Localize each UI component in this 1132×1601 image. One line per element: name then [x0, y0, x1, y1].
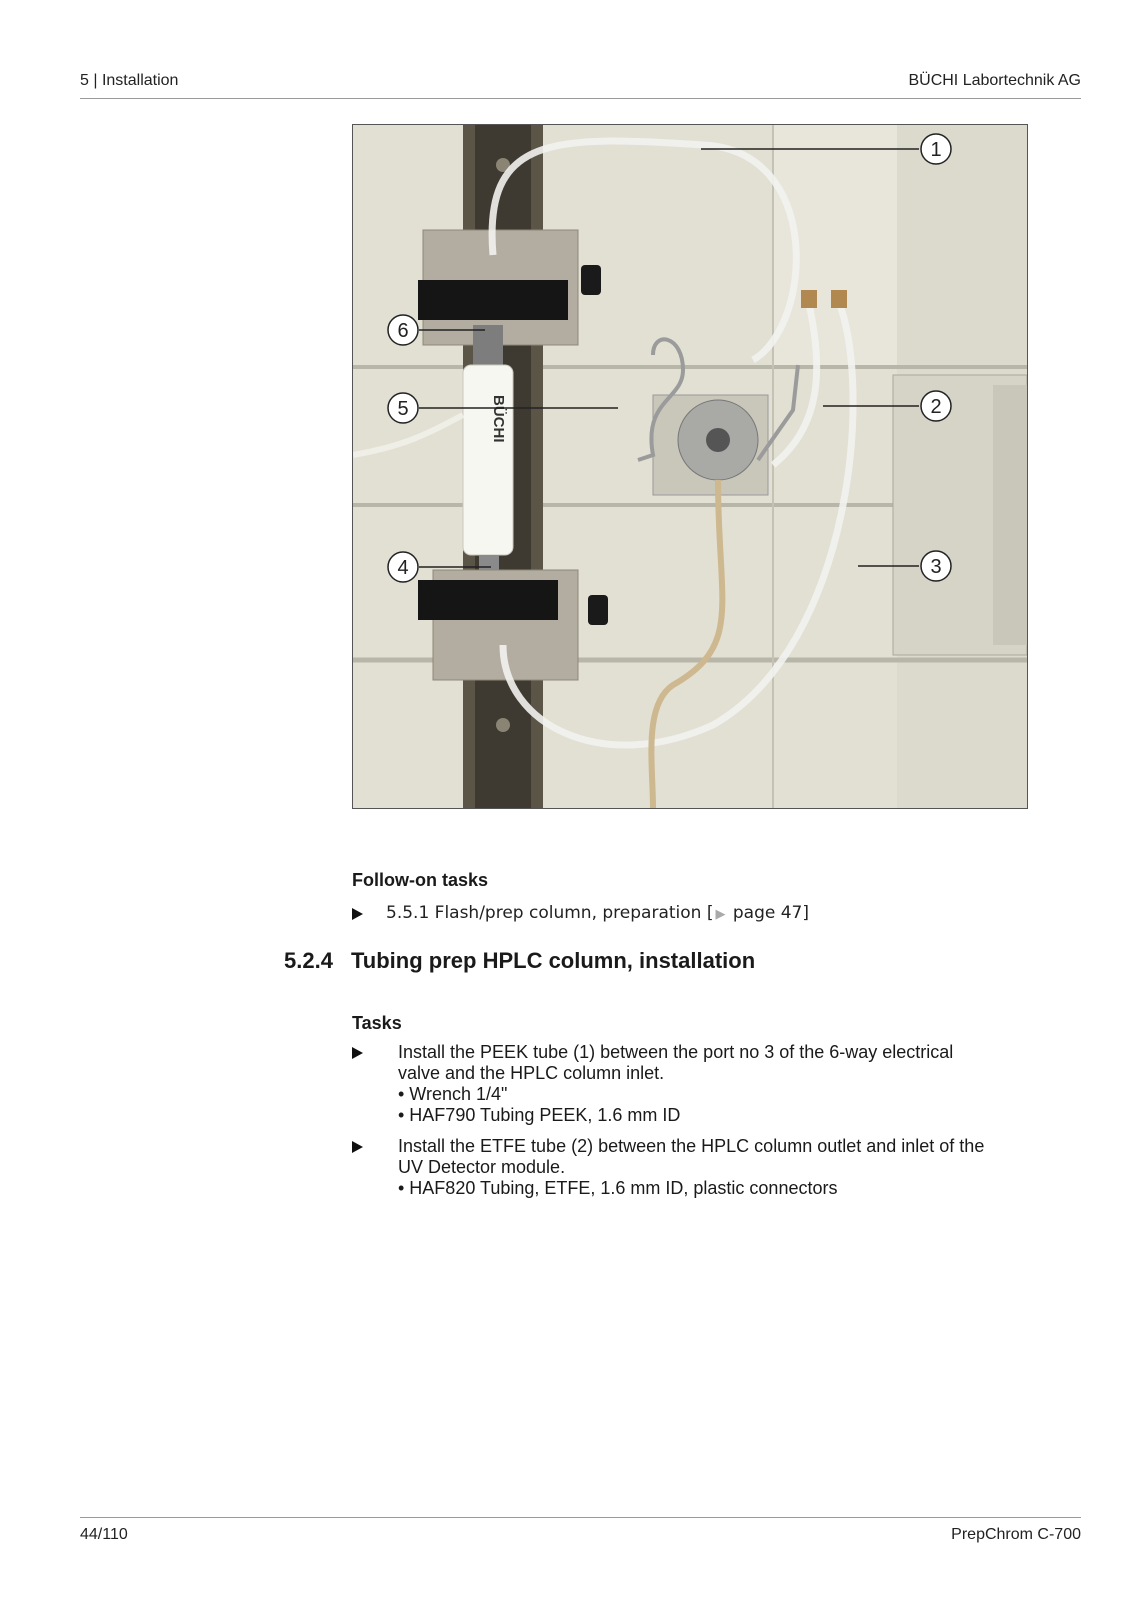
bullet-arrow-icon [352, 1047, 363, 1059]
callout-1 [921, 134, 951, 164]
svg-text:4: 4 [397, 557, 409, 579]
xref-arrow-icon: ▶ [715, 907, 726, 922]
installation-photo [352, 124, 1028, 809]
bullet-arrow-icon [352, 908, 363, 920]
svg-text:2: 2 [930, 396, 942, 418]
task-item [352, 1136, 1032, 1199]
task-line: Install the ETFE tube (2) between the HPLC column outlet and inlet of the [398, 1136, 985, 1156]
task-line: • HAF820 Tubing, ETFE, 1.6 mm ID, plastic connectors [398, 1178, 838, 1198]
svg-text:6: 6 [397, 320, 409, 342]
follow-on-item [352, 903, 1032, 923]
svg-text:5: 5 [397, 398, 409, 420]
task-body [398, 1042, 953, 1126]
page-number: 44/110 [80, 1526, 128, 1543]
callout-6 [388, 315, 418, 345]
task-line: UV Detector module. [398, 1157, 566, 1177]
section-title: Tubing prep HPLC column, installation [351, 948, 756, 973]
task-line: Install the PEEK tube (1) between the port no 3 of the 6-way electrical [398, 1042, 954, 1062]
page-header [80, 72, 1081, 99]
callout-5 [388, 393, 418, 423]
section-number: 5.2.4 [284, 948, 333, 973]
tasks-title: Tasks [352, 1013, 402, 1033]
section-heading [284, 948, 755, 974]
follow-on-link[interactable]: 5.5.1 Flash/prep column, preparation [ ▶ page 47] [386, 903, 809, 923]
column-label: BÜCHI [490, 395, 507, 443]
bullet-arrow-icon [352, 1141, 363, 1153]
callout-3 [921, 551, 951, 581]
task-body [398, 1136, 984, 1199]
task-line: • Wrench 1/4" [398, 1084, 508, 1104]
follow-on-title: Follow-on tasks [352, 870, 489, 890]
svg-text:3: 3 [930, 556, 942, 578]
product-name: PrepChrom C-700 [951, 1526, 1081, 1543]
svg-text:1: 1 [930, 139, 942, 161]
task-item [352, 1042, 1032, 1126]
task-line: • HAF790 Tubing PEEK, 1.6 mm ID [398, 1105, 681, 1125]
callout-4 [388, 552, 418, 582]
callout-2 [921, 391, 951, 421]
chapter-label: 5 | Installation [80, 72, 179, 89]
page-footer [80, 1517, 1081, 1547]
company-label: BÜCHI Labortechnik AG [908, 72, 1081, 89]
task-line: valve and the HPLC column inlet. [398, 1063, 665, 1083]
photo-illustration [353, 125, 1027, 808]
